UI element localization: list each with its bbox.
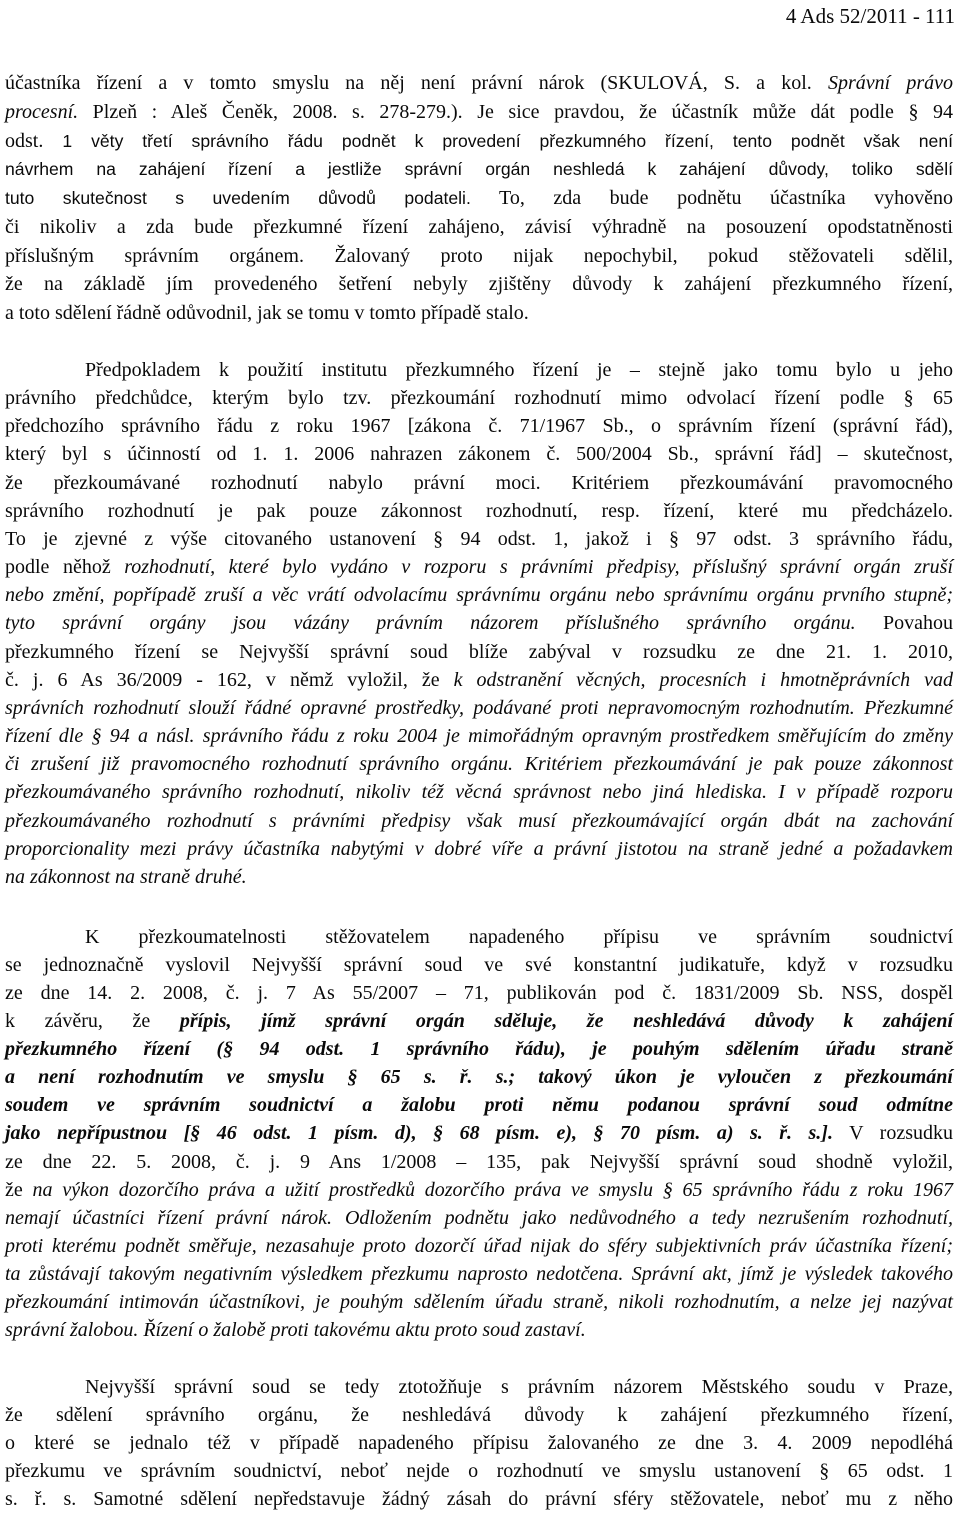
text-run: či nikoliv a zda bude přezkumné řízení zahájeno, závisí výhradně na posouzení opodstatněnosti	[5, 215, 953, 238]
italic-text-run: přezkoumání intimován účastníkovi, je pouhým sdělením úřadu straně, nikoli rozhodnutím, a nelze jej nazývat	[5, 1290, 953, 1313]
text-line	[5, 155, 953, 184]
text-run: příslušným správním orgánem. Žalovaný proto nijak nepochybil, pokud stěžovateli sdělil,	[5, 244, 953, 267]
text-run: účastníka řízení a v tomto smyslu na něj není právní nárok (SKULOVÁ, S. a kol.	[5, 72, 828, 94]
text-line	[5, 184, 953, 213]
italic-text-run: procesní.	[5, 100, 79, 123]
text-run: V rozsudku	[832, 1122, 953, 1145]
italic-text-run: na zákonnost na straně druhé.	[5, 865, 247, 888]
text-line	[5, 951, 953, 979]
text-run: Plzeň : Aleš Čeněk, 2008. s. 278-279.). Je sice pravdou, že účastník může dát podle § 94	[78, 100, 953, 123]
text-line	[5, 1260, 953, 1288]
text-run: s. ř. s. Samotné sdělení nepředstavuje žádný zásah do právní sféry stěžovatele, neboť mu z něho	[5, 1488, 953, 1510]
text-line	[5, 1176, 953, 1204]
text-run: že sdělení správního orgánu, že neshledává důvody k zahájení přezkumného řízení,	[5, 1404, 953, 1426]
text-line	[5, 1232, 953, 1260]
italic-text-run: či zrušení již pravomocného rozhodnutí správního orgánu. Kritériem přezkoumávání je pak pouze zákonnost	[5, 753, 953, 776]
text-line	[5, 412, 953, 440]
text-line	[5, 213, 953, 242]
text-run: právního předchůdce, kterým bylo tzv. přezkoumání rozhodnutí mimo odvolací řízení podle § 65	[5, 387, 953, 410]
text-run: K přezkoumatelnosti stěžovatelem napadeného přípisu ve správním soudnictví	[85, 926, 953, 948]
sans-text-run: tuto skutečnost s uvedením důvodů podateli.	[5, 188, 471, 208]
text-line	[5, 581, 953, 609]
text-line	[5, 127, 953, 156]
italic-text-run: rozhodnutí, které bylo vydáno v rozporu s právními předpisy, příslušný správní orgán zruší	[124, 556, 954, 579]
text-run: že přezkoumávané rozhodnutí nabylo právní moci. Kritériem přezkoumávání pravomocného	[5, 471, 953, 494]
text-line	[5, 98, 953, 127]
bold-italic-text-run: přezkumného řízení (§ 94 odst. 1 správního řádu), je pouhým sdělením úřadu straně	[5, 1038, 953, 1061]
text-line	[5, 750, 953, 778]
text-line	[5, 979, 953, 1007]
text-line	[5, 1035, 953, 1063]
paragraph-2	[5, 356, 953, 891]
text-line	[5, 1007, 953, 1035]
sans-text-run: návrhem na zahájení řízení a jestliže správní orgán neshledá k zahájení důvody, toliko sdělí	[5, 159, 953, 180]
text-line	[5, 1316, 953, 1344]
text-line	[5, 270, 953, 299]
bold-italic-text-run: jako nepřípustnou [§ 46 odst. 1 písm. d), § 68 písm. e), § 70 písm. a) s. ř. s.].	[5, 1122, 833, 1145]
italic-text-run: správní žalobou. Řízení o žalobě proti takovému aktu proto soud zastaví.	[5, 1318, 586, 1341]
sans-text-run: 1 věty třetí správního řádu podnět k provedení přezkumného řízení, tento podnět však není	[62, 130, 953, 151]
text-line	[5, 1204, 953, 1232]
italic-text-run: tyto správní orgány jsou vázány právním názorem příslušného správního orgánu.	[5, 612, 856, 635]
text-line	[5, 1457, 953, 1485]
text-line	[5, 778, 953, 806]
text-line	[5, 1485, 953, 1513]
text-line	[5, 1401, 953, 1429]
paragraph-1	[5, 69, 953, 328]
text-run: ze dne 14. 2. 2008, č. j. 7 As 55/2007 – 71, publikován pod č. 1831/2009 Sb. NSS, dospěl	[5, 982, 953, 1005]
text-line	[5, 553, 953, 581]
text-line	[5, 69, 953, 98]
italic-text-run: přezkoumávaného správního rozhodnutí, nikoliv též věcná správnost nebo jiná hlediska. I v případě rozporu	[5, 781, 953, 804]
text-run: přezkumu ve správním soudnictví, neboť nejde o rozhodnutí ve smyslu ustanovení § 65 odst. 1	[5, 1460, 953, 1482]
italic-text-run: řízení dle § 94 a násl. správního řádu z roku 2004 je mimořádným opravným prostředkem směřujícím do změny	[5, 725, 953, 748]
paragraph-4	[5, 1373, 953, 1513]
italic-text-run: nebo změní, popřípadě zruší a věc vrátí odvolacímu správnímu orgánu nebo správnímu orgánu prvního stupně;	[5, 584, 953, 607]
text-line	[5, 694, 953, 722]
text-line	[5, 469, 953, 497]
text-line	[5, 1288, 953, 1316]
text-run: odst.	[5, 129, 63, 152]
text-line	[5, 356, 953, 384]
italic-text-run: proporcionality mezi právy účastníka nabytými v dobré víře a právní jistotou na straně jedné a požadavkem	[5, 837, 953, 860]
italic-text-run: nemají účastníci řízení právní nárok. Odložením podnětu jako nedůvodného a tedy nezrušením rozhodnutí,	[5, 1206, 953, 1229]
text-line	[5, 1119, 953, 1147]
text-run: že na základě jím provedeného šetření nebyly zjištěny důvody k zahájení přezkumného řízení,	[5, 273, 953, 296]
italic-text-run: Správní právo	[827, 72, 953, 94]
text-run: Nejvyšší správní soud se tedy ztotožňuje s právním názorem Městského soudu v Praze,	[85, 1376, 953, 1398]
text-run: že	[5, 1178, 33, 1201]
text-line	[5, 722, 953, 750]
text-run: se jednoznačně vyslovil Nejvyšší správní soud ve své konstantní judikatuře, když v rozsudku	[5, 954, 953, 977]
text-run: správního rozhodnutí je pak pouze zákonnost rozhodnutí, resp. řízení, které mu předcházelo.	[5, 499, 953, 522]
case-reference: 4 Ads 52/2011 - 111	[785, 4, 955, 28]
text-line	[5, 525, 953, 553]
text-run: který byl s účinností od 1. 1. 2006 nahrazen zákonem č. 500/2004 Sb., správní řád] – skutečnost,	[5, 443, 953, 466]
text-run: To je zjevné z výše citovaného ustanovení § 94 odst. 1, jakož i § 97 odst. 3 správního řádu,	[5, 527, 953, 550]
italic-text-run: ta zůstávají takovým negativním výsledkem přezkumu naprosto nedotčena. Správní akt, jímž je výsledek takového	[5, 1262, 953, 1285]
text-line	[5, 242, 953, 271]
text-line	[5, 923, 953, 951]
text-line	[5, 1063, 953, 1091]
bold-italic-text-run: soudem ve správním soudnictví a žalobu proti němu podanou správní soud odmítne	[5, 1094, 953, 1117]
text-line	[5, 863, 953, 891]
text-run: přezkumného řízení se Nejvyšší správní soud blíže zabýval v rozsudku ze dne 21. 1. 2010,	[5, 640, 953, 663]
text-line	[5, 384, 953, 412]
text-line	[5, 666, 953, 694]
text-line	[5, 835, 953, 863]
text-line	[5, 638, 953, 666]
bold-italic-text-run: a není rozhodnutím ve smyslu § 65 s. ř. s.; takový úkon je vyloučen z přezkoumání	[5, 1066, 953, 1089]
italic-text-run: na výkon dozorčího práva a užití prostředků dozorčího práva ve smyslu § 65 správního řádu z roku 1967	[32, 1178, 953, 1201]
paragraph-3	[5, 923, 953, 1344]
text-run: a toto sdělení řádně odůvodnil, jak se tomu v tomto případě stalo.	[5, 302, 529, 324]
text-line	[5, 1373, 953, 1401]
text-line	[5, 497, 953, 525]
text-run: k závěru, že	[5, 1010, 180, 1033]
text-run: Předpokladem k použití institutu přezkumného řízení je – stejně jako tomu bylo u jeho	[85, 359, 953, 381]
text-run: To, zda bude podnětu účastníka vyhověno	[470, 187, 953, 209]
text-line	[5, 1148, 953, 1176]
italic-text-run: proti kterému podnět směřuje, nezasahuje proto dozorčí úřad nijak do sféry subjektivních práv účastníka řízení;	[5, 1234, 953, 1257]
text-run: podle něhož	[5, 556, 125, 579]
text-run: předchozího správního řádu z roku 1967 [zákona č. 71/1967 Sb., o správním řízení (správní řád),	[5, 415, 953, 438]
text-line	[5, 299, 953, 328]
text-line	[5, 440, 953, 468]
italic-text-run: k odstranění věcných, procesních i hmotněprávních vad	[453, 668, 954, 691]
text-run: č. j. 6 As 36/2009 - 162, v němž vyložil, že	[5, 668, 454, 691]
text-line	[5, 1091, 953, 1119]
text-run: ze dne 22. 5. 2008, č. j. 9 Ans 1/2008 – 135, pak Nejvyšší správní soud shodně vyložil,	[5, 1150, 953, 1173]
italic-text-run: správních rozhodnutí slouží řádné opravné prostředky, podávané proti nepravomocným rozhodnutím. Přezkumné	[5, 696, 953, 719]
text-line	[5, 1429, 953, 1457]
italic-text-run: přezkoumávaného rozhodnutí s právními předpisy však musí přezkoumávající orgán dbát na zachování	[5, 809, 953, 832]
bold-italic-text-run: přípis, jímž správní orgán sděluje, že neshledává důvody k zahájení	[179, 1010, 953, 1033]
text-line	[5, 609, 953, 637]
text-line	[5, 807, 953, 835]
text-run: Povahou	[855, 612, 953, 635]
text-run: o které se jednalo též v případě napadeného přípisu žalovaného ze dne 3. 4. 2009 nepodléhá	[5, 1432, 953, 1454]
